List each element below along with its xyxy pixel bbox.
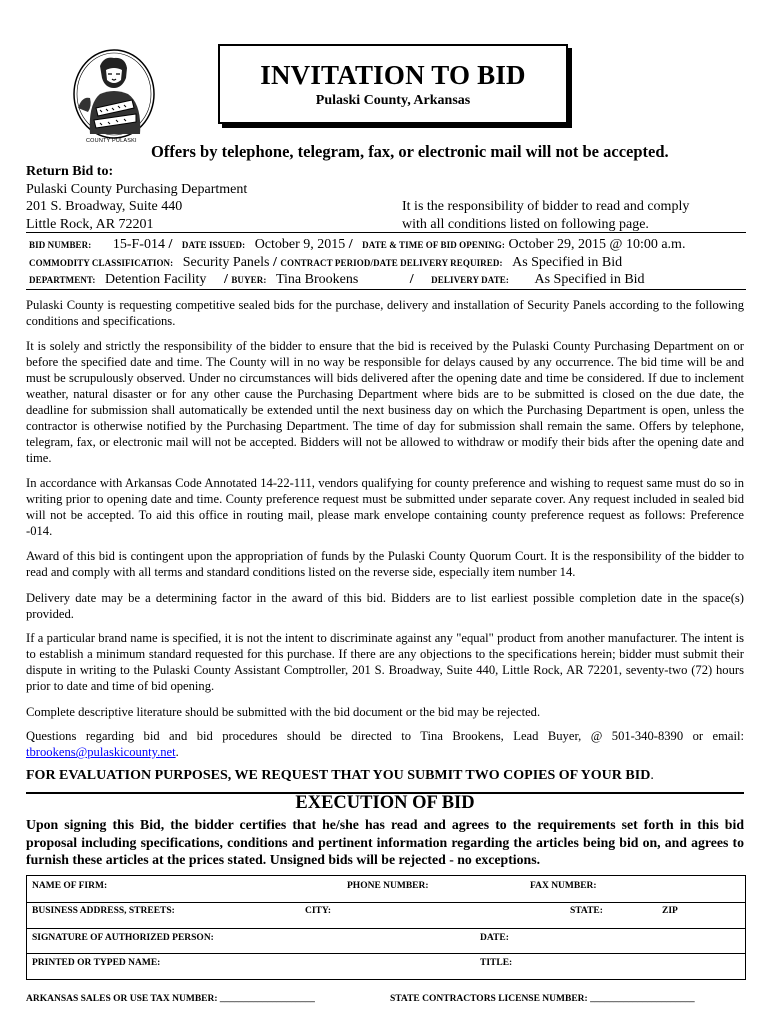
offers-notice: Offers by telephone, telegram, fax, or electronic mail will not be accepted. xyxy=(151,142,669,161)
contract-label: CONTRACT PERIOD/DATE DELIVERY REQUIRED: xyxy=(280,258,503,268)
bid-info xyxy=(26,232,746,287)
paragraph-4-text: Award of this bid is contingent upon the appropriation of funds by the Pulaski County Quorum Court. It is the responsibility of the bidder to read and comply with all terms and standard conditions listed on the reverse side, especially item number 14. xyxy=(26,549,744,579)
page-subtitle: Pulaski County, Arkansas xyxy=(315,93,471,108)
return-line-3: Little Rock, AR 72201 xyxy=(26,216,154,232)
paragraph-5-text: Delivery date may be a determining factor in the award of this bid. Bidders are to list earliest possible completion date in the space(s) provided. xyxy=(26,591,744,621)
title-box xyxy=(218,44,568,124)
paragraph-3 xyxy=(26,475,744,539)
firm-name-field[interactable]: NAME OF FIRM: xyxy=(32,881,108,891)
signature-field[interactable]: SIGNATURE OF AUTHORIZED PERSON: xyxy=(32,933,214,943)
paragraph-2-text: It is solely and strictly the responsibility of the bidder to ensure that the bid is received by the Pulaski County Purchasing Department on or before the specified date and time. The County will in no way be responsible for delays caused by any occurrence. The bid time will be and must be scrupulously observed. Under no circumstances will bids delivered after the opening date and time be considered. If due to inclement weather, natural disaster or for any other cause the Purchasing Department where bids are to be submitted is closed on the due date, the deadline for submission shall automatically be extended until the next business day on which the Purchasing Department is open, unless the contractor is otherwise notified by the Purchasing Department. The time of day for submission shall remain the same. Offers by telephone, telegram, fax, or electronic mail will not be accepted. Bidders will not be allowed to withdraw or modify their bids after the opening date and time. xyxy=(26,339,744,465)
return-address xyxy=(26,163,247,233)
paragraph-8-text: Questions regarding bid and bid procedures should be directed to Tina Brookens, Lead Buyer, @ 501-340-8390 or email: xyxy=(26,729,744,743)
separator: / xyxy=(168,237,173,252)
seal-caption: COUNTY PULASKI xyxy=(86,138,137,144)
return-line-1: Pulaski County Purchasing Department xyxy=(26,181,248,197)
period: . xyxy=(175,745,179,759)
tax-number-label: ARKANSAS SALES OR USE TAX NUMBER: xyxy=(26,994,218,1004)
state-field[interactable]: STATE: xyxy=(570,906,603,916)
paragraph-4 xyxy=(26,548,744,580)
license-number-field[interactable] xyxy=(390,994,695,1004)
zip-field[interactable]: ZIP xyxy=(662,906,678,916)
contract-period: As Specified in Bid xyxy=(512,255,623,270)
tax-number-field[interactable] xyxy=(26,994,315,1004)
bid-info-row-1 xyxy=(29,237,685,253)
paragraph-1-text: Pulaski County is requesting competitive sealed bids for the purchase, delivery and installation of Security Panels according to the following conditions and specifications. xyxy=(26,298,744,328)
bid-info-row-3 xyxy=(29,272,645,288)
bid-number: 15-F-014 xyxy=(112,237,165,252)
divider xyxy=(26,289,746,290)
license-number-blank[interactable]: ______________________ xyxy=(590,994,695,1004)
separator: / xyxy=(409,272,414,287)
page-title: INVITATION TO BID xyxy=(260,60,526,90)
commodity: Security Panels xyxy=(182,255,270,270)
delivery-date: As Specified in Bid xyxy=(534,272,645,287)
date-field[interactable]: DATE: xyxy=(480,933,509,943)
responsibility-line-2: with all conditions listed on following page. xyxy=(402,216,649,232)
date-issued: October 9, 2015 xyxy=(254,237,346,252)
separator: / xyxy=(272,255,277,270)
buyer-email-link[interactable]: tbrookens@pulaskicounty.net xyxy=(26,745,176,759)
fax-field[interactable]: FAX NUMBER: xyxy=(530,881,597,891)
phone-field[interactable]: PHONE NUMBER: xyxy=(347,881,429,891)
period: . xyxy=(650,768,654,783)
paragraph-5 xyxy=(26,590,744,622)
city-field[interactable]: CITY: xyxy=(305,906,332,916)
county-seal xyxy=(70,48,158,148)
form-divider xyxy=(27,902,745,903)
execution-title: EXECUTION OF BID xyxy=(295,793,475,813)
paragraph-2 xyxy=(26,338,744,466)
printed-name-field[interactable]: PRINTED OR TYPED NAME: xyxy=(32,958,161,968)
form-divider xyxy=(27,928,745,929)
department-label: DEPARTMENT: xyxy=(29,275,96,285)
paragraph-1 xyxy=(26,297,744,329)
responsibility-line-1: It is the responsibility of bidder to read and comply xyxy=(402,199,690,214)
form-divider xyxy=(27,953,745,954)
paragraph-7 xyxy=(26,704,744,720)
bid-number-label: BID NUMBER: xyxy=(29,240,92,250)
buyer: Tina Brookens xyxy=(275,272,359,287)
tax-number-blank[interactable]: ____________________ xyxy=(219,994,315,1004)
department: Detention Facility xyxy=(104,272,207,287)
evaluation-notice xyxy=(26,768,654,784)
title-field[interactable]: TITLE: xyxy=(480,958,513,968)
commodity-label: COMMODITY CLASSIFICATION: xyxy=(29,258,174,268)
responsibility-note xyxy=(402,198,689,233)
return-label: Return Bid to: xyxy=(26,164,114,179)
separator: / xyxy=(223,272,228,287)
bidder-form xyxy=(26,875,746,980)
evaluation-text: FOR EVALUATION PURPOSES, WE REQUEST THAT YOU SUBMIT TWO COPIES OF YOUR BID xyxy=(26,768,651,783)
business-address-field[interactable]: BUSINESS ADDRESS, STREETS: xyxy=(32,906,175,916)
bid-info-row-2 xyxy=(29,255,622,271)
buyer-label: BUYER: xyxy=(231,275,267,285)
paragraph-6 xyxy=(26,630,744,694)
execution-text: Upon signing this Bid, the bidder certifies that he/she has read and agrees to the requirements set forth in this bid proposal including specifications, conditions and pertinent information regarding the articles being bid on, and agrees to furnish these articles at the prices stated. Unsigned bids will be rejected - no exceptions. xyxy=(26,817,744,867)
return-line-2: 201 S. Broadway, Suite 440 xyxy=(26,199,183,214)
paragraph-8 xyxy=(26,728,744,760)
date-issued-label: DATE ISSUED: xyxy=(181,240,246,250)
separator: / xyxy=(348,237,353,252)
paragraph-3-text: In accordance with Arkansas Code Annotated 14-22-111, vendors qualifying for county preference and wishing to request same must do so in writing prior to opening date and time. County preference request must be submitted under separate cover. Any request included in sealed bid will not be accepted. To aid this office in routing mail, please mark envelope containing county preference request as follows: Preference -014. xyxy=(26,476,744,538)
paragraph-6-text: If a particular brand name is specified, it is not the intent to discriminate against any "equal" product from another manufacturer. The intent is to establish a minimum standard requested for this purchase. If there are any objections to the specifications herein; bidder must submit their dispute in writing to the Pulaski County Assistant Comptroller, 201 S. Broadway, Suite 440, Little Rock, AR 72201, seventy-two (72) hours prior to date and time of bid opening. xyxy=(26,631,744,693)
delivery-label: DELIVERY DATE: xyxy=(431,275,509,285)
opening-date: October 29, 2015 @ 10:00 a.m. xyxy=(508,237,686,252)
license-number-label: STATE CONTRACTORS LICENSE NUMBER: xyxy=(390,994,588,1004)
opening-label: DATE & TIME OF BID OPENING: xyxy=(362,240,505,250)
paragraph-7-text: Complete descriptive literature should be submitted with the bid document or the bid may be rejected. xyxy=(26,705,541,719)
